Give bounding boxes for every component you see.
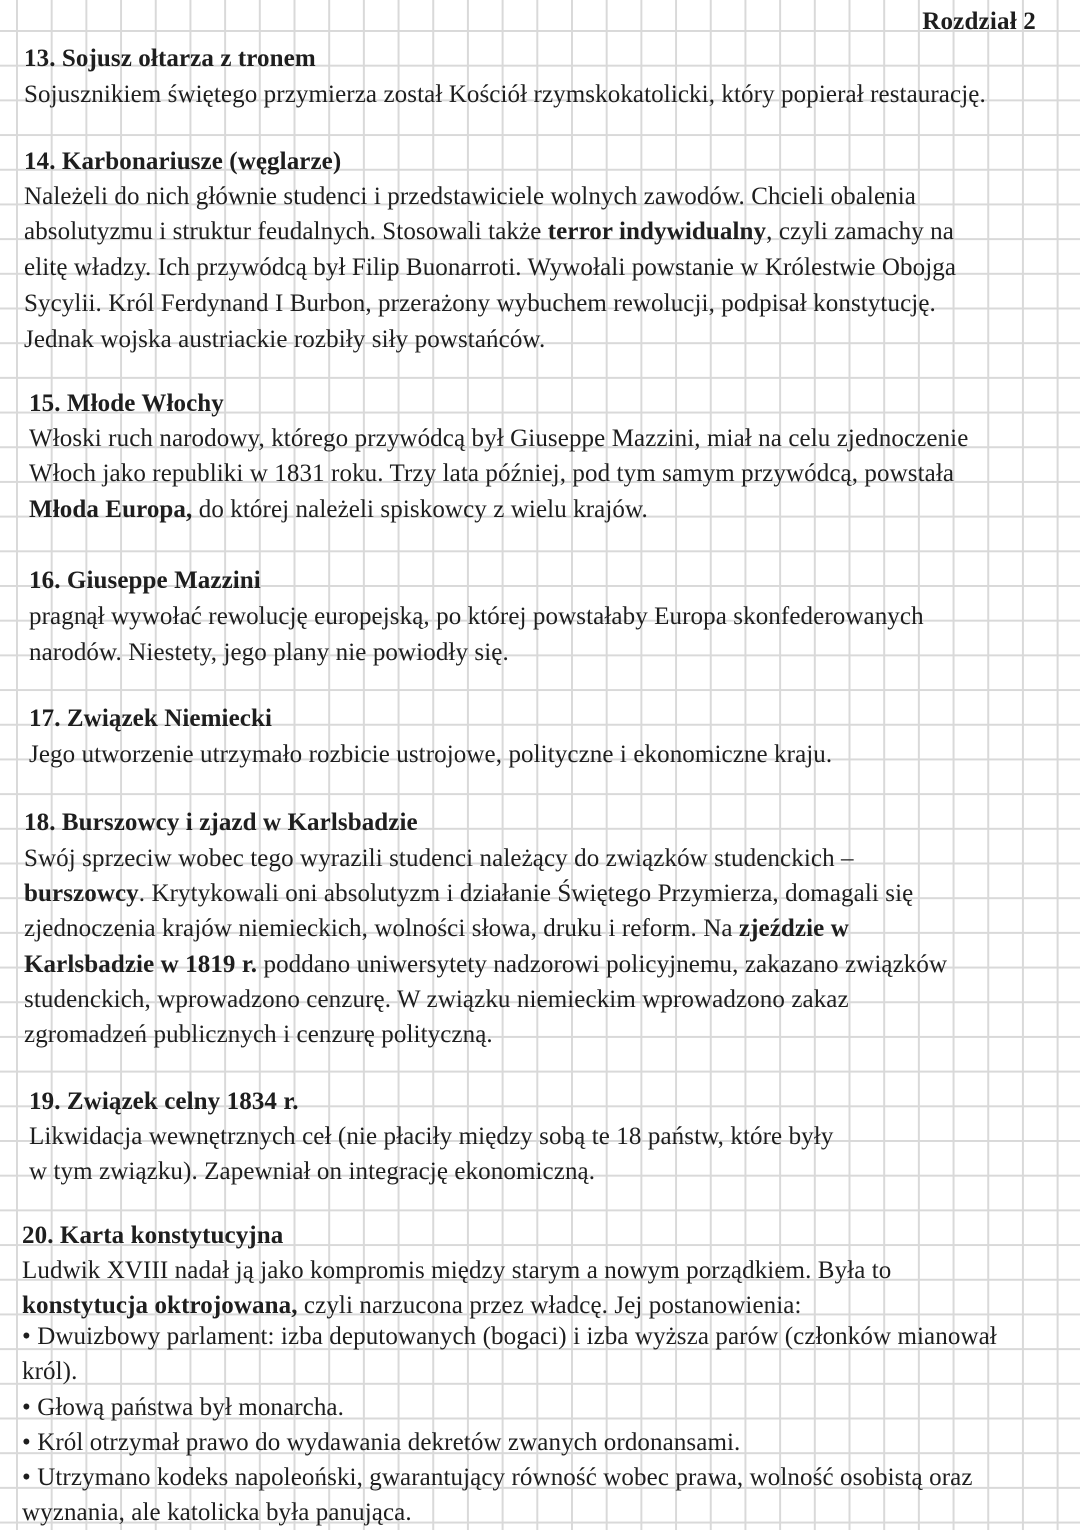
bold-term: Młoda Europa,: [29, 496, 193, 523]
text-run: poddano uniwersytety nadzorowi policyjnemu, zakazano związków: [257, 951, 948, 978]
text-run: do której należeli spiskowcy z wielu krajów.: [192, 496, 648, 523]
bold-term: zjeździe w: [738, 915, 849, 942]
section-14-line-1: Należeli do nich głównie studenci i przedstawiciele wolnych zawodów. Chcieli obalenia: [24, 183, 916, 210]
section-18-line-3: [24, 912, 849, 946]
section-20-heading: 20. Karta konstytucyjna: [22, 1222, 284, 1249]
text-run: absolutyzmu i struktur feudalnych. Stosowali także: [24, 218, 548, 245]
section-19-line-1: Likwidacja wewnętrznych ceł (nie płaciły między sobą te 18 państw, które były: [29, 1123, 834, 1150]
section-18-line-2: [24, 877, 913, 911]
section-14-line-5: Jednak wojska austriackie rozbiły siły powstańców.: [24, 326, 546, 353]
section-18-line-4: [24, 948, 947, 982]
bold-term: burszowcy: [24, 880, 139, 907]
section-20-line-2: [22, 1289, 802, 1323]
section-13-line-1: Sojusznikiem świętego przymierza został Kościół rzymskokatolicki, który popierał restaurację.: [24, 81, 986, 108]
section-20-bullet-1-cont: król).: [22, 1358, 78, 1385]
section-16-heading: 16. Giuseppe Mazzini: [29, 567, 261, 594]
chapter-label: Rozdział 2: [922, 8, 1036, 35]
section-15-line-1: Włoski ruch narodowy, którego przywódcą był Giuseppe Mazzini, miał na celu zjednoczenie: [29, 425, 969, 452]
section-15-line-3: [29, 493, 648, 527]
section-18-line-5: studenckich, wprowadzono cenzurę. W związku niemieckim wprowadzono zakaz: [24, 986, 849, 1013]
bold-term: Karlsbadzie w 1819 r.: [24, 951, 258, 978]
section-19-line-2: w tym związku). Zapewniał on integrację ekonomiczną.: [29, 1158, 596, 1185]
bold-term: terror indywidualny: [547, 218, 767, 245]
section-18-heading: 18. Burszowcy i zjazd w Karlsbadzie: [24, 809, 418, 836]
section-20-bullet-2: • Głową państwa był monarcha.: [22, 1394, 344, 1421]
section-18-line-1: Swój sprzeciw wobec tego wyrazili studenci należący do związków studenckich –: [24, 845, 854, 872]
section-14-heading: 14. Karbonariusze (węglarze): [24, 148, 342, 175]
section-20-bullet-3: • Król otrzymał prawo do wydawania dekretów zwanych ordonansami.: [22, 1429, 741, 1456]
section-15-heading: 15. Młode Włochy: [29, 390, 224, 417]
text-run: . Krytykowali oni absolutyzm i działanie Świętego Przymierza, domagali się: [138, 880, 914, 907]
section-19-heading: 19. Związek celny 1834 r.: [29, 1088, 299, 1115]
section-20-line-1: Ludwik XVIII nadał ją jako kompromis między starym a nowym porządkiem. Była to: [22, 1257, 892, 1284]
text-run: czyli narzucona przez władcę. Jej postanowienia:: [297, 1292, 802, 1319]
section-20-bullet-1: • Dwuizbowy parlament: izba deputowanych (bogaci) i izba wyższa parów (członków mianował: [22, 1323, 997, 1350]
section-16-line-1: pragnął wywołać rewolucję europejską, po której powstałaby Europa skonfederowanych: [29, 603, 924, 630]
section-16-line-2: narodów. Niestety, jego plany nie powiodły się.: [29, 639, 509, 666]
section-20-bullet-4: • Utrzymano kodeks napoleoński, gwarantujący równość wobec prawa, wolność osobistą oraz: [22, 1464, 973, 1491]
section-13-heading: 13. Sojusz ołtarza z tronem: [24, 45, 316, 72]
text-run: , czyli zamachy na: [766, 218, 954, 245]
section-18-line-6: zgromadzeń publicznych i cenzurę polityczną.: [24, 1021, 493, 1048]
section-17-heading: 17. Związek Niemiecki: [29, 705, 273, 732]
text-run: zjednoczenia krajów niemieckich, wolności słowa, druku i reform. Na: [24, 915, 739, 942]
section-14-line-3: elitę władzy. Ich przywódcą był Filip Buonarroti. Wywołali powstanie w Królestwie Obojga: [24, 254, 957, 281]
section-20-bullet-4-cont: wyznania, ale katolicka była panująca.: [22, 1499, 412, 1526]
section-17-line-1: Jego utworzenie utrzymało rozbicie ustrojowe, polityczne i ekonomiczne kraju.: [29, 741, 833, 768]
section-14-line-4: Sycylii. Król Ferdynand I Burbon, przerażony wybuchem rewolucji, podpisał konstytucję.: [24, 290, 936, 317]
section-14-line-2: [24, 215, 954, 249]
bold-term: konstytucja oktrojowana,: [22, 1292, 298, 1319]
section-15-line-2: Włoch jako republiki w 1831 roku. Trzy lata później, pod tym samym przywódcą, powstała: [29, 460, 955, 487]
